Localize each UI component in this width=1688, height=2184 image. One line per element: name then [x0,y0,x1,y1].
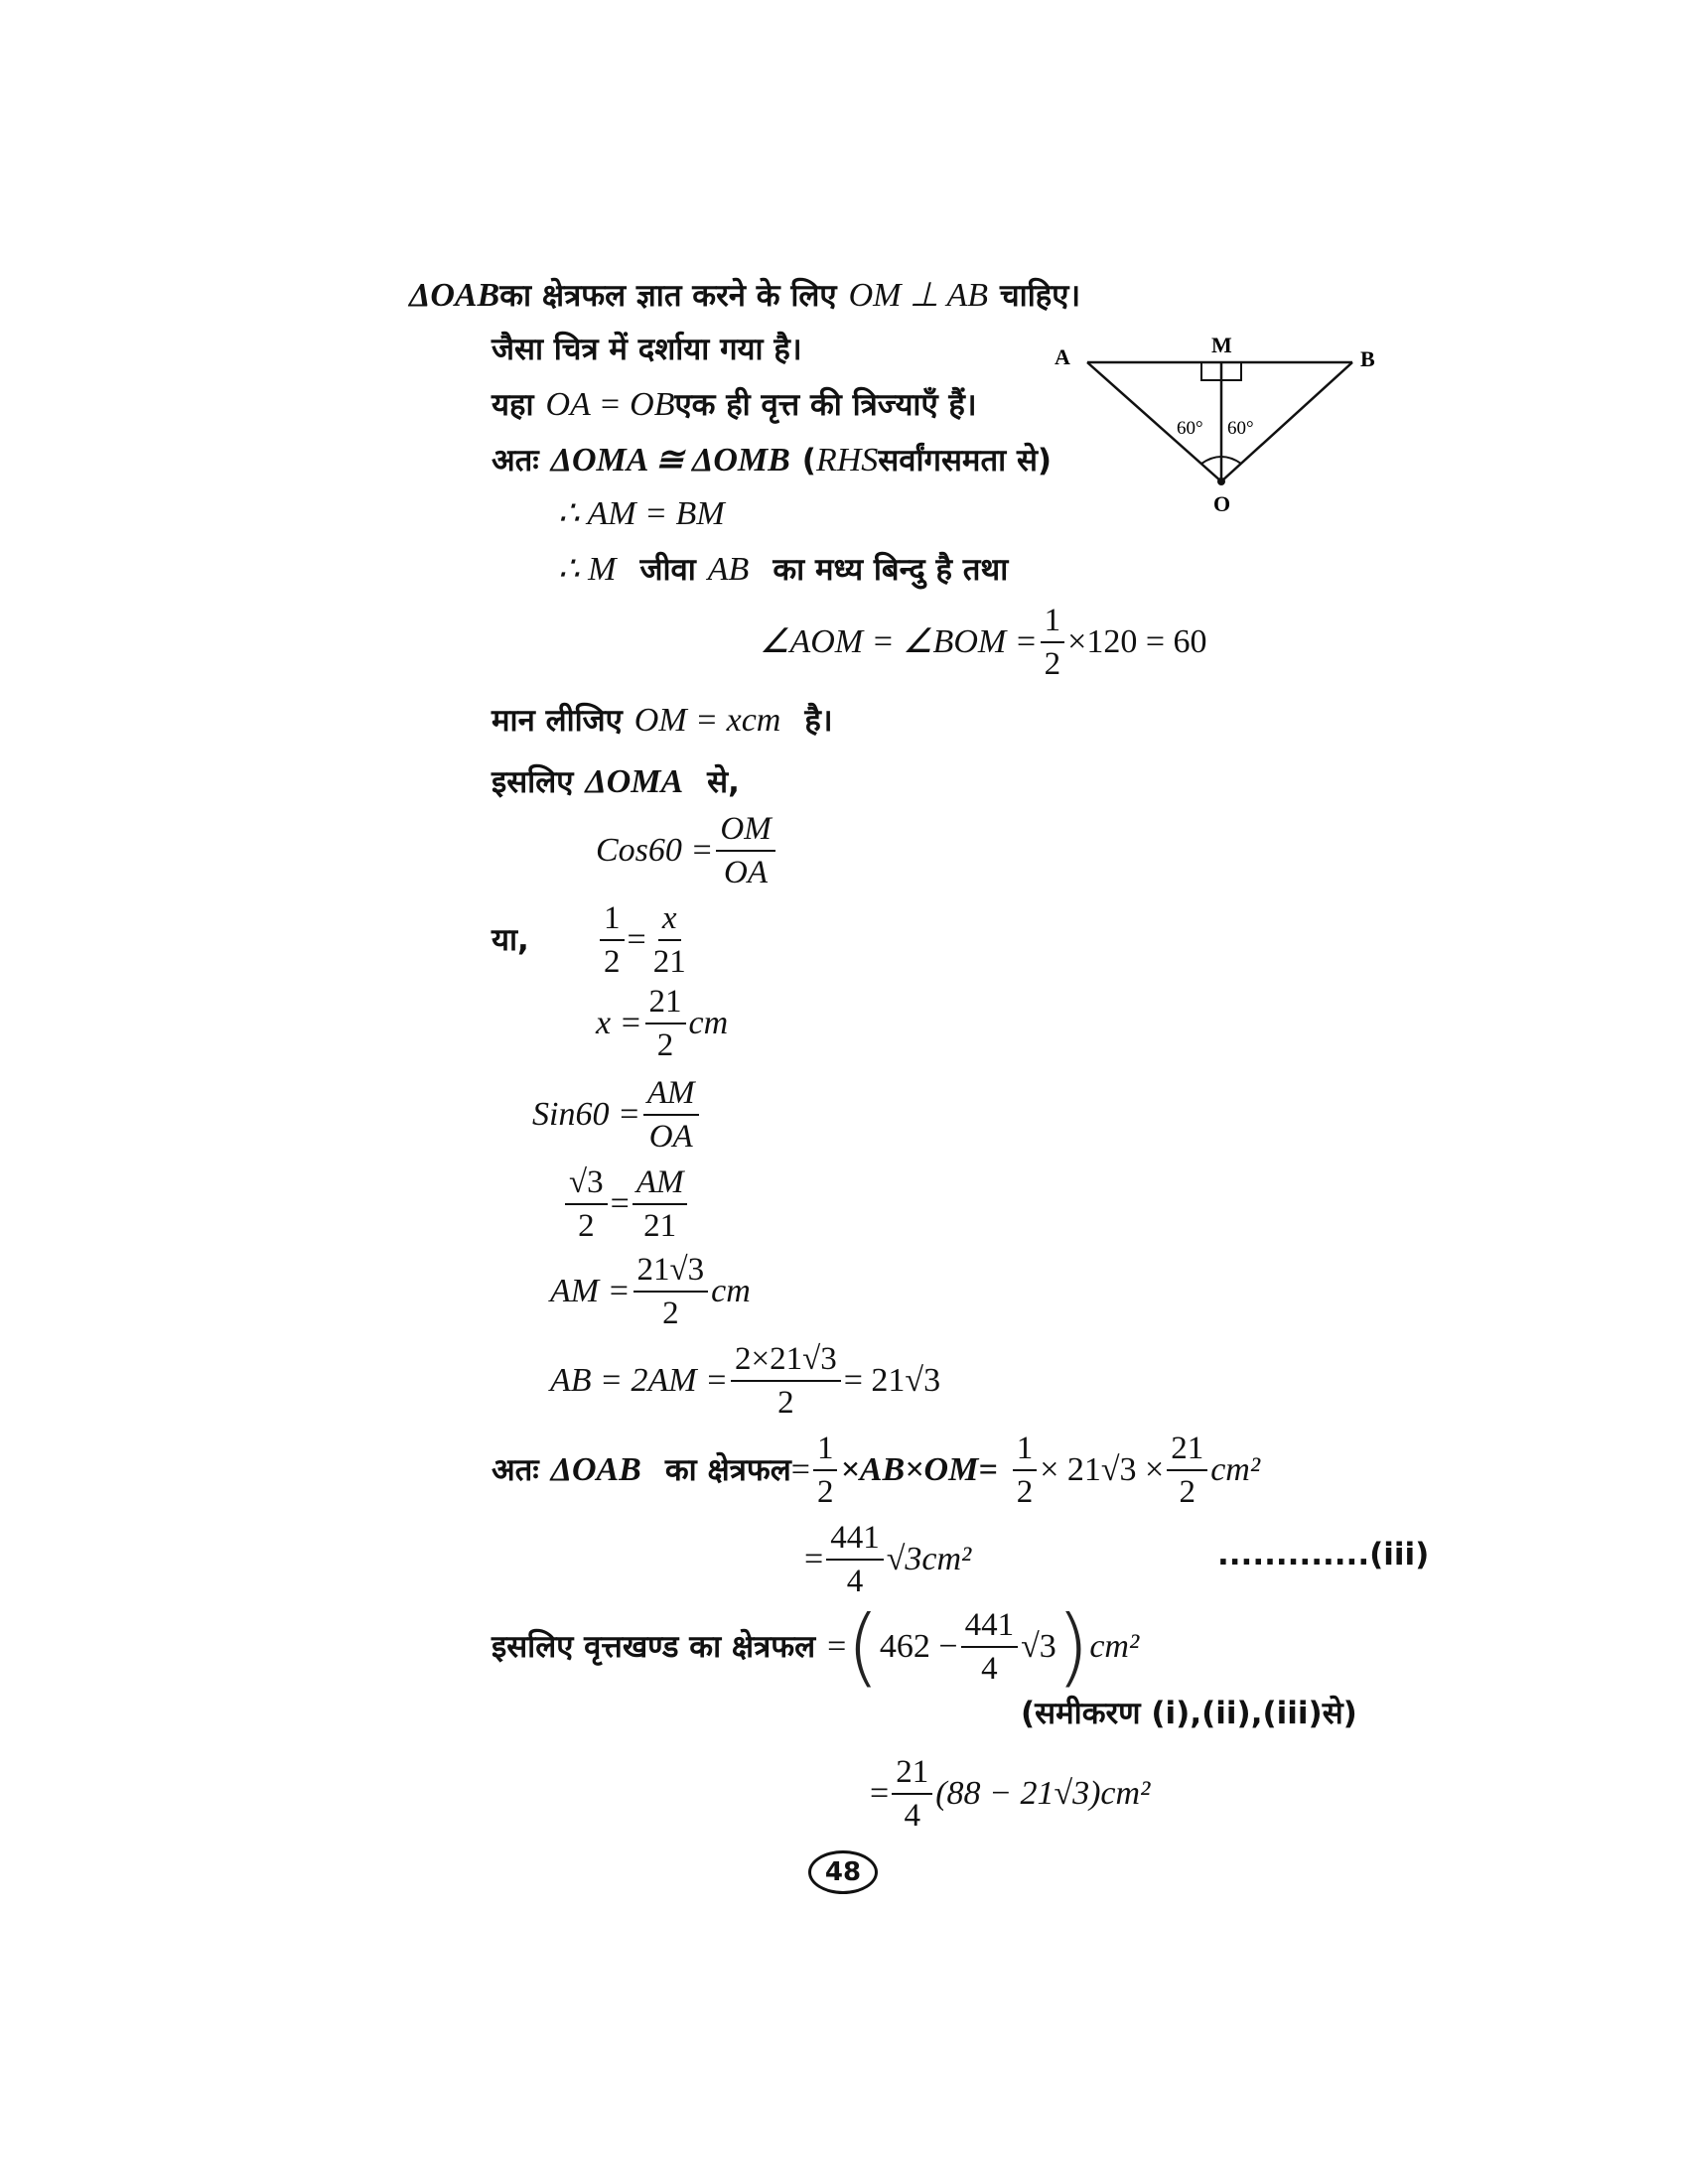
math: √3 [1021,1628,1056,1665]
line-11 [492,899,693,981]
label-b: B [1360,346,1375,371]
math: ∠AOM = ∠BOM = [760,623,1038,660]
math: AB [707,551,750,588]
text: अतः [492,1452,539,1488]
equals: = [610,1185,630,1222]
equals: = [804,1541,824,1577]
fraction: $\frac{√3}{2}$ [565,1163,608,1245]
math: ΔOMA [585,763,684,800]
text: इसलिए [492,764,574,800]
label-o: O [1213,491,1231,516]
math: cm² [1089,1628,1140,1665]
fraction: $\frac{1}{2}$ [1041,602,1065,683]
text: का क्षेत्रफल [664,1452,791,1488]
line-21 [870,1753,1150,1835]
label-a: A [1055,344,1070,369]
text: है। [804,703,833,739]
fraction: $\frac{OM}{OA}$ [716,810,774,891]
equals: = [870,1775,890,1812]
triangle-oab: ΔOAB [409,277,500,314]
math: cm [688,1005,729,1041]
equation-ref-iii: .............(iii) [1217,1537,1430,1572]
math: × 21√3 × [1040,1451,1165,1488]
fraction: $\frac{21}{2}$ [1167,1430,1207,1511]
math: ×AB×OM= [840,1451,998,1488]
math: RHS [815,442,879,478]
math: AB = 2AM = [550,1362,729,1399]
label-m: M [1211,333,1232,357]
angle-label-1: 60° [1177,418,1203,439]
triangle-figure [1043,323,1400,521]
line-17 [492,1430,1260,1511]
line-10 [596,810,778,891]
text: चाहिए। [999,278,1081,314]
math: ΔOMA ≅ ΔOMB [550,442,790,478]
math: cm² [1210,1451,1261,1488]
math: (88 − 21√3)cm² [935,1775,1151,1812]
text: ( [801,443,816,478]
math: ΔOAB [550,1451,641,1488]
math: OM = xcm [633,702,781,739]
line-2 [492,328,802,371]
text: का मध्य बिन्दु है तथा [773,552,1009,588]
text: सर्वांगसमता से) [878,443,1053,478]
math: Sin60 = [532,1096,640,1133]
line-12 [596,983,728,1064]
math: cm [711,1273,751,1309]
fraction: $\frac{441}{4}$ [961,1606,1019,1688]
fraction: $\frac{21}{4}$ [892,1753,932,1835]
text: इसलिए वृत्तखण्ड का क्षेत्रफल [492,1629,816,1665]
line-20: (समीकरण (i),(ii),(iii)से) [1021,1696,1357,1731]
math: Cos60 = [596,832,714,869]
text: एक ही वृत्त की त्रिज्याएँ हैं। [674,387,977,423]
line-13 [532,1074,702,1156]
text: या, [492,922,529,958]
line-9 [492,760,740,804]
equals: = [790,1451,810,1488]
text: जैसा चित्र में दर्शाया गया है। [492,332,802,367]
text: अतः [492,443,539,478]
equals: = [827,1628,847,1665]
text: यहा [492,387,534,423]
equals: = [627,921,646,958]
fraction: $\frac{1}{2}$ [813,1430,838,1511]
fraction: $\frac{2\times 21√3}{2}$ [731,1340,841,1422]
math: ∴ M [558,551,617,588]
text: से, [707,764,740,800]
math: ×120 = 60 [1067,623,1207,660]
math: AM = [550,1273,631,1309]
math: OM ⊥ AB [848,277,988,314]
line-4 [492,439,1052,482]
page-number: 48 [808,1850,878,1894]
text: का क्षेत्रफल ज्ञात करने के लिए [499,278,837,314]
point-o [1217,478,1225,485]
line-1 [409,274,1080,318]
math: 462 − [879,1628,958,1665]
fraction: $\frac{AM}{OA}$ [643,1074,699,1156]
math: ∴ AM = BM [558,495,725,532]
text: मान लीजिए [492,703,623,739]
line-8 [492,699,833,743]
line-18 [804,1519,971,1600]
fraction: $\frac{21√3}{2}$ [633,1251,709,1332]
fraction: $\frac{x}{21}$ [652,900,686,980]
line-3 [492,383,977,427]
line-16 [550,1340,940,1422]
line-5 [558,492,725,536]
math: = 21√3 [843,1362,941,1399]
math: √3cm² [886,1541,972,1577]
fraction: $\frac{AM}{21}$ [633,1163,688,1245]
line-15 [550,1251,751,1332]
math: OA = OB [545,386,675,423]
text: जीवा [639,552,696,588]
fraction: $\frac{1}{2}$ [600,899,625,981]
line-14 [562,1163,690,1245]
fraction: $\frac{441}{4}$ [826,1519,884,1600]
angle-label-2: 60° [1227,418,1254,439]
fraction: $\frac{1}{2}$ [1013,1430,1038,1511]
line-6 [558,548,1008,592]
math: x = [596,1005,642,1041]
fraction: $\frac{21}{2}$ [645,983,686,1064]
line-7 [760,602,1207,683]
line-19: इसलिए वृत्तखण्ड का क्षेत्रफल = ( 462 − $\frac{441}{4}$ √3 ) cm² [492,1597,1140,1697]
